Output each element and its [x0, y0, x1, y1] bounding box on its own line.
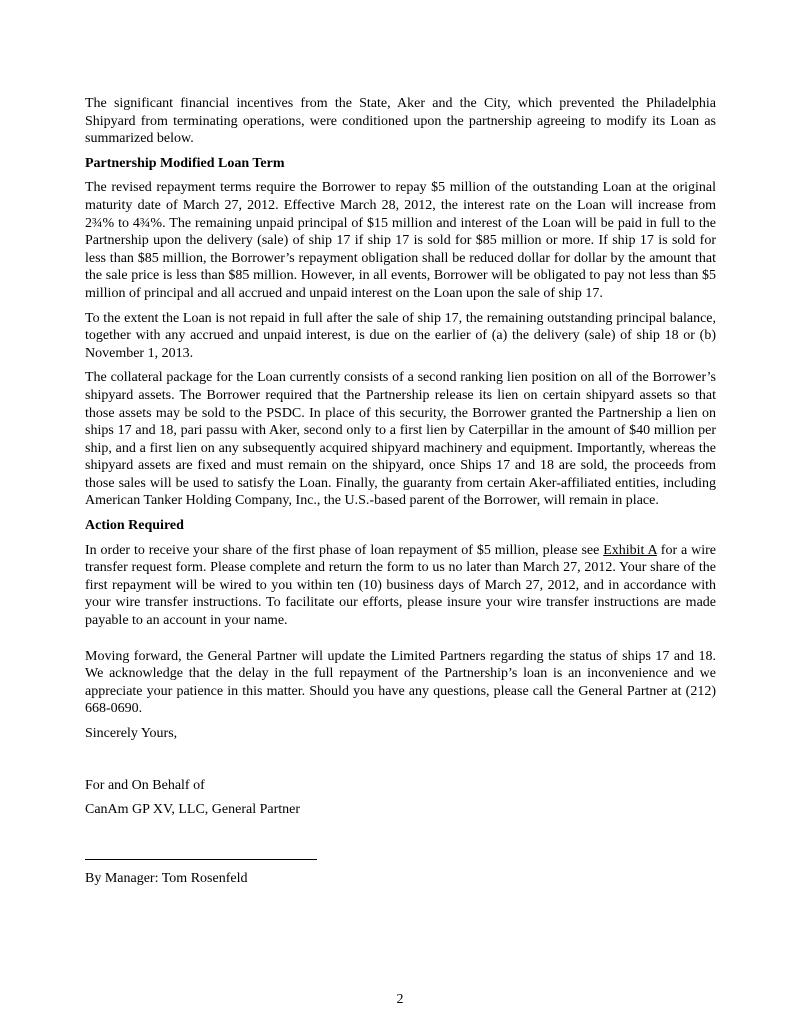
- signature-on-behalf: For and On Behalf of: [85, 777, 205, 793]
- wire-transfer-text-end: for a wire transfer request form. Please complete and return the form to us no later than March 27, 2012. Your share of the first repayment will be wired to you within ten (10) business days of March 27, 2012, and in accordance with your wire transfer instructions. To facilitate our efforts, please insure your wire transfer instructions are made payable to an account in your name.: [85, 542, 716, 629]
- intro-paragraph: The significant financial incentives from the State, Aker and the City, which prevented the Philadelphia Shipyard from terminating operations, were conditioned upon the partnership agreeing to modify its Loan as summarized below.: [85, 96, 716, 147]
- page-number: 2: [396, 992, 404, 1007]
- repayment-terms-paragraph: The revised repayment terms require the Borrower to repay $5 million of the outstanding Loan at the original maturity date of March 27, 2012. Effective March 28, 2012, the interest rate on the Loan will increase from 2¾% to 4¾%. The remaining unpaid principal of $15 million and interest of the Loan will be paid in full to the Partnership upon the delivery (sale) of ship 17 if ship 17 is sold for $85 million or more. If ship 17 is sold for less than $85 million, the Borrower’s repayment obligation shall be reduced dollar for dollar by the amount that the sale price is less than $85 million. However, in all events, Borrower will be obligated to pay not less than $5 million of principal and all accrued and unpaid interest on the Loan upon the sale of ship 17.: [85, 180, 716, 301]
- document-body: [85, 95, 716, 894]
- section-heading-modified-loan-term: Partnership Modified Loan Term: [85, 155, 285, 171]
- signature-manager: By Manager: Tom Rosenfeld: [85, 870, 248, 886]
- outstanding-balance-paragraph: To the extent the Loan is not repaid in full after the sale of ship 17, the remaining outstanding principal balance, together with any accrued and unpaid interest, is due on the earlier of (a) the delivery (sale) of ship 18 or (b) November 1, 2013.: [85, 310, 716, 361]
- signature-entity: CanAm GP XV, LLC, General Partner: [85, 802, 301, 818]
- signature-line: [85, 859, 317, 860]
- moving-forward-paragraph: Moving forward, the General Partner will update the Limited Partners regarding the status of ships 17 and 18. We acknowledge that the delay in the full repayment of the Partnership’s loan is an inconvenience and we appreciate your patience in this matter. Should you have any questions, please call the General Partner at (212) 668-0690.: [85, 648, 716, 717]
- collateral-paragraph: The collateral package for the Loan currently consists of a second ranking lien position on all of the Borrower’s shipyard assets. The Borrower required that the Partnership release its lien on certain shipyard assets so that those assets may be sold to the PSDC. In place of this security, the Borrower granted the Partnership a lien on ships 17 and 18, pari passu with Aker, second only to a first lien by Caterpillar in the amount of $40 million per ship, and a first lien on any subsequently acquired shipyard machinery and equipment. Importantly, whereas the shipyard assets are fixed and must remain on the shipyard, once Ships 17 and 18 are sold, the proceeds from those sales will be used to satisfy the Loan. Finally, the guaranty from certain Aker-affiliated entities, including American Tanker Holding Company, Inc., the U.S.-based parent of the Borrower, will remain in place.: [85, 370, 716, 509]
- exhibit-a-link[interactable]: Exhibit A: [603, 542, 657, 558]
- wire-transfer-text-start: In order to receive your share of the first phase of loan repayment of $5 million, please see: [85, 542, 604, 558]
- closing-salutation: Sincerely Yours,: [85, 726, 178, 741]
- wire-transfer-paragraph: [85, 542, 716, 630]
- section-heading-action-required: Action Required: [85, 518, 184, 534]
